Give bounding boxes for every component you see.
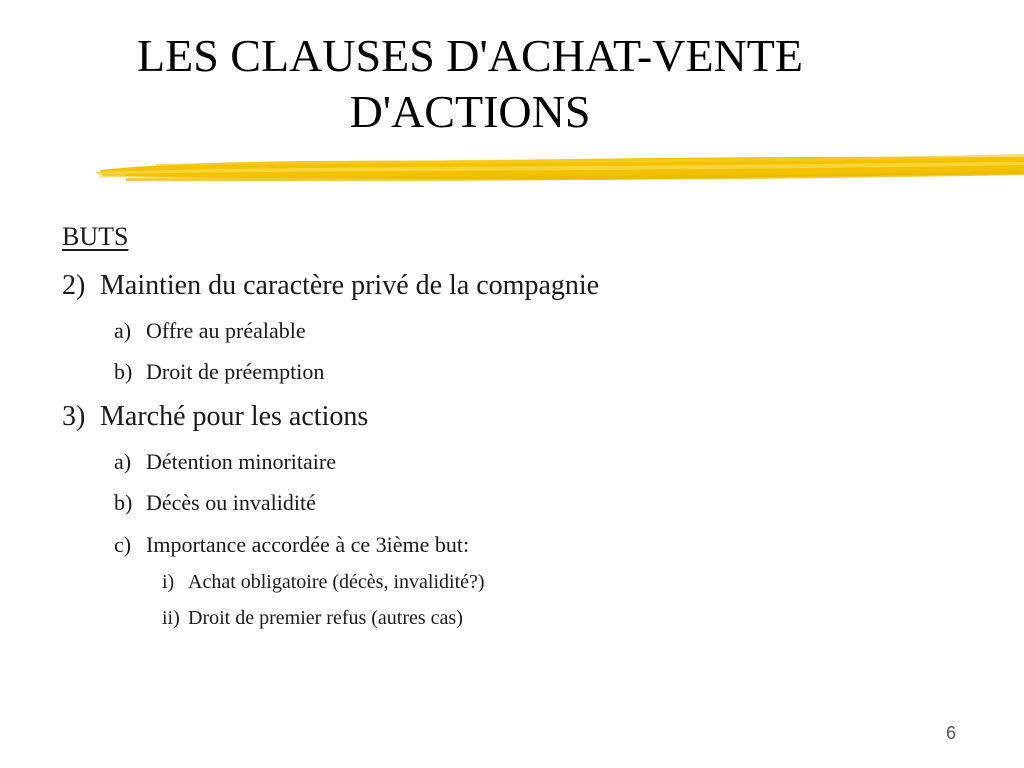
page-number: 6 (945, 723, 956, 743)
list-subitem-text: Offre au préalable (146, 318, 306, 343)
list-subitem-number: b) (114, 490, 133, 515)
section-heading-buts: BUTS (62, 222, 129, 251)
list-item-text: Maintien du caractère privé de la compagnie (100, 270, 600, 301)
list-subitem-number: b) (114, 359, 133, 384)
slide-title (40, 28, 900, 140)
list-subsubitem-text: Droit de premier refus (autres cas) (188, 607, 463, 629)
list-subitem-text: Détention minoritaire (146, 449, 336, 474)
list-item-number: 2) (62, 270, 86, 301)
list-item-text: Marché pour les actions (100, 401, 369, 432)
slide-title-line-2: D'ACTIONS (349, 86, 591, 137)
slide-title-line-1: LES CLAUSES D'ACHAT-VENTE (137, 30, 803, 81)
list-subitem (114, 449, 336, 475)
brush-highlight-decoration (96, 148, 1024, 188)
list-item (62, 270, 599, 302)
list-subitem-number: a) (114, 318, 132, 343)
list-subsubitem-number: i) (162, 571, 175, 593)
list-subitem-text: Importance accordée à ce 3ième but: (146, 532, 470, 557)
list-subsubitem-number: ii) (162, 607, 180, 629)
list-subitem-number: a) (114, 449, 132, 474)
list-subitem-text: Droit de préemption (146, 359, 325, 384)
list-subitem (114, 490, 316, 516)
list-item-number: 3) (62, 401, 86, 432)
list-subitem (114, 318, 306, 344)
list-subsubitem (162, 571, 485, 594)
list-subsubitem-text: Achat obligatoire (décès, invalidité?) (188, 571, 485, 593)
list-subsubitem (162, 607, 463, 630)
list-item (62, 401, 368, 433)
list-subitem-number: c) (114, 532, 132, 557)
list-subitem (114, 359, 324, 385)
list-subitem-text: Décès ou invalidité (146, 490, 316, 515)
list-subitem (114, 532, 469, 558)
